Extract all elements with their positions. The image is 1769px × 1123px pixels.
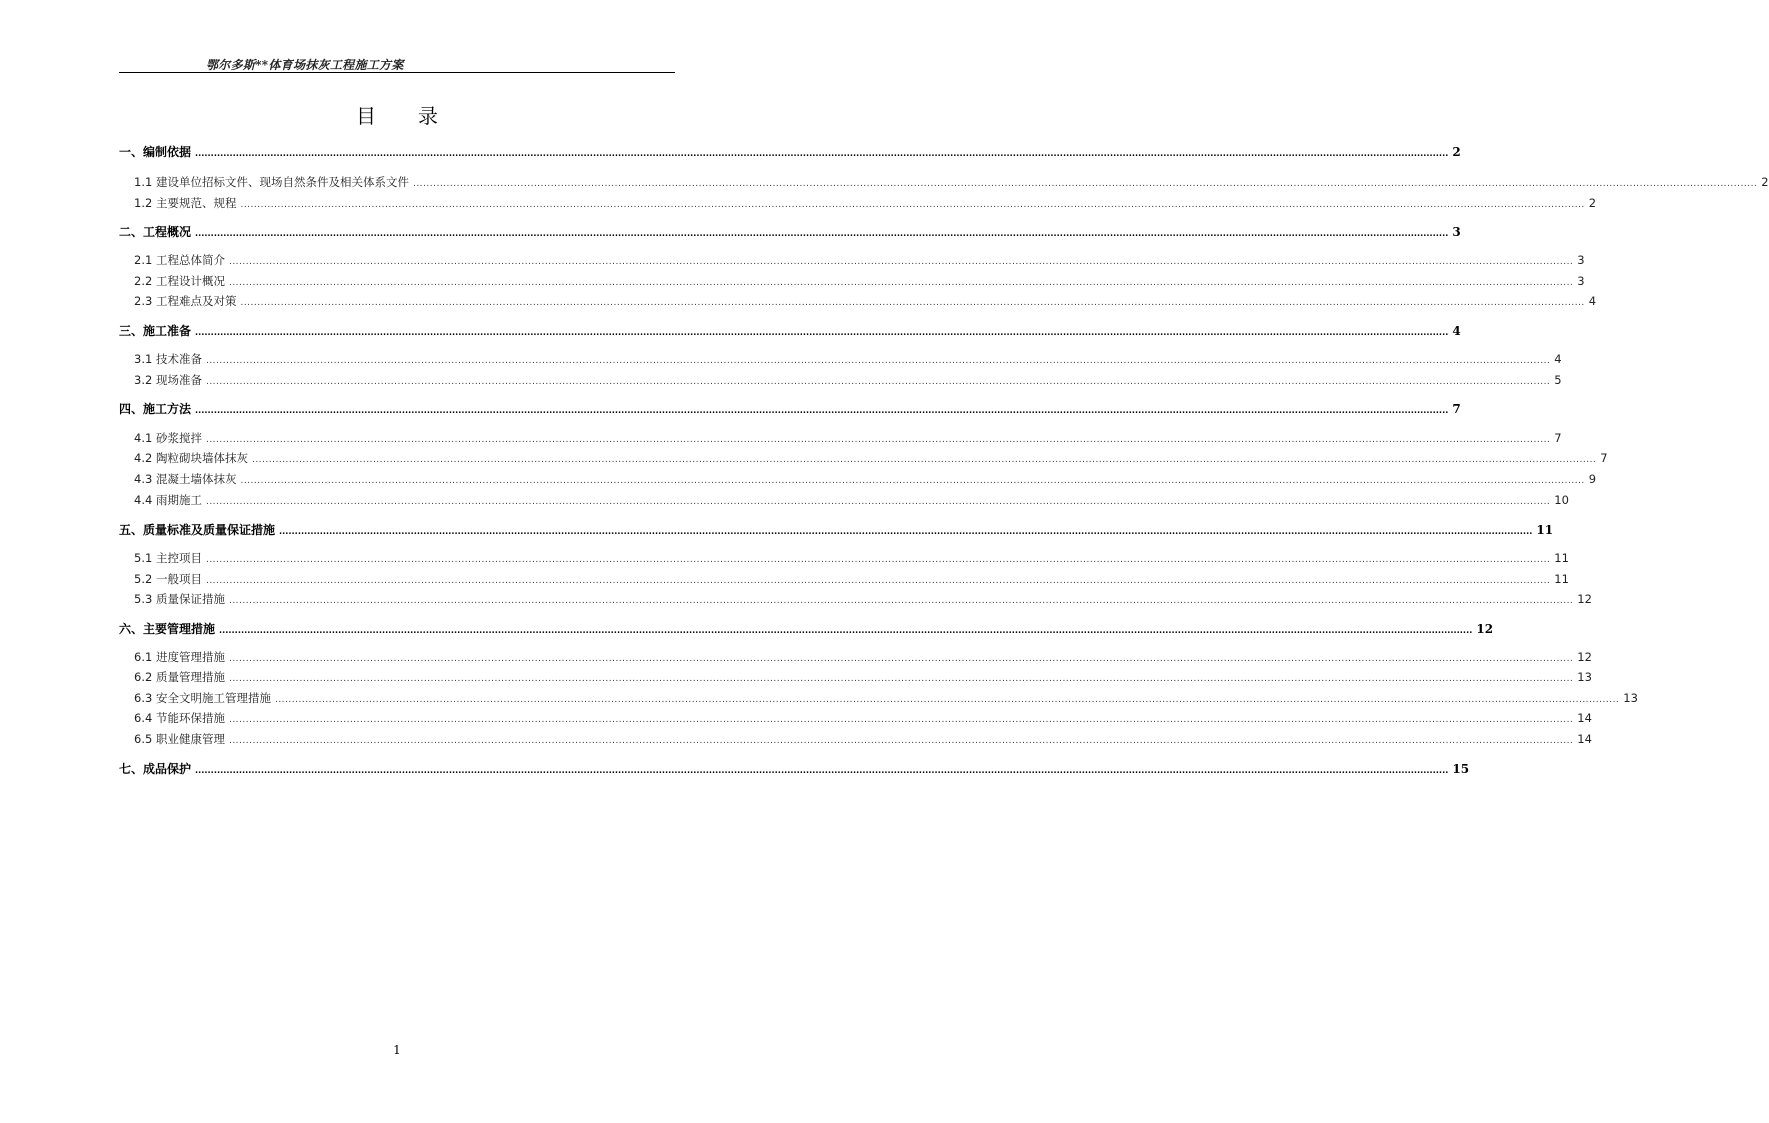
toc-chapter-entry[interactable] (119, 143, 1461, 163)
toc-entry-page: 13 (1577, 670, 1592, 684)
toc-chapter-entry[interactable] (119, 760, 1470, 780)
toc-entry-page: 15 (1452, 762, 1470, 776)
toc-section-entry[interactable] (119, 731, 1592, 751)
toc-entry-page: 11 (1536, 523, 1554, 537)
toc-leader-dots: ................................................................................................................................................................................................................................................................................................................................................................................................................ (195, 328, 1449, 338)
toc-entry-label: 二、工程概况 (119, 225, 192, 239)
toc-chapter-entry[interactable] (119, 322, 1461, 342)
toc-section-entry[interactable] (119, 669, 1592, 689)
toc-entry-label: 1.1 建设单位招标文件、现场自然条件及相关体系文件 (134, 175, 409, 189)
toc-entry-label: 6.5 职业健康管理 (134, 732, 225, 746)
toc-section-entry[interactable] (119, 430, 1562, 450)
toc-leader-dots: ................................................................................................................................................................................................................................................................................................................................................................................................................ (228, 654, 1574, 664)
toc-entry-label: 6.1 进度管理措施 (134, 650, 225, 664)
toc-entry-page: 12 (1577, 592, 1592, 606)
toc-section-entry[interactable] (119, 591, 1592, 611)
toc-entry-label: 五、质量标准及质量保证措施 (119, 523, 276, 537)
toc-leader-dots: ................................................................................................................................................................................................................................................................................................................................................................................................................ (228, 596, 1574, 606)
toc-leader-dots: ................................................................................................................................................................................................................................................................................................................................................................................................................ (205, 435, 1551, 445)
toc-leader-dots: ................................................................................................................................................................................................................................................................................................................................................................................................................ (228, 278, 1574, 288)
toc-leader-dots: ................................................................................................................................................................................................................................................................................................................................................................................................................ (205, 356, 1551, 366)
toc-leader-dots: ................................................................................................................................................................................................................................................................................................................................................................................................................ (195, 149, 1449, 159)
toc-leader-dots: ................................................................................................................................................................................................................................................................................................................................................................................................................ (279, 527, 1533, 537)
toc-chapter-entry[interactable] (119, 521, 1554, 541)
toc-entry-page: 12 (1476, 622, 1494, 636)
toc-entry-label: 四、施工方法 (119, 402, 192, 416)
toc-leader-dots: ................................................................................................................................................................................................................................................................................................................................................................................................................ (240, 200, 1585, 210)
toc-entry-label: 七、成品保护 (119, 762, 192, 776)
toc-section-entry[interactable] (119, 710, 1592, 730)
toc-section-entry[interactable] (119, 252, 1585, 272)
toc-section-entry[interactable] (119, 649, 1592, 669)
toc-entry-label: 六、主要管理措施 (119, 622, 216, 636)
toc-leader-dots: ................................................................................................................................................................................................................................................................................................................................................................................................................ (205, 576, 1551, 586)
toc-leader-dots: ................................................................................................................................................................................................................................................................................................................................................................................................................ (195, 766, 1449, 776)
toc-section-entry[interactable] (119, 273, 1585, 293)
toc-entry-page: 13 (1623, 691, 1638, 705)
toc-title: 目录 (356, 104, 480, 128)
toc-entry-label: 5.1 主控项目 (134, 551, 202, 565)
toc-entry-label: 4.3 混凝土墙体抹灰 (134, 472, 237, 486)
toc-leader-dots: ................................................................................................................................................................................................................................................................................................................................................................................................................ (205, 555, 1551, 565)
toc-entry-label: 3.2 现场准备 (134, 373, 202, 387)
toc-entry-page: 11 (1554, 551, 1569, 565)
header-divider (119, 72, 675, 73)
toc-entry-label: 5.3 质量保证措施 (134, 592, 225, 606)
toc-leader-dots: ................................................................................................................................................................................................................................................................................................................................................................................................................ (274, 695, 1620, 705)
toc-entry-page: 7 (1554, 431, 1562, 445)
toc-leader-dots: ................................................................................................................................................................................................................................................................................................................................................................................................................ (195, 406, 1449, 416)
toc-leader-dots: ................................................................................................................................................................................................................................................................................................................................................................................................................ (195, 229, 1449, 239)
toc-entry-label: 一、编制依据 (119, 145, 192, 159)
toc-entry-label: 2.1 工程总体简介 (134, 253, 225, 267)
toc-section-entry[interactable] (119, 571, 1569, 591)
toc-entry-label: 2.3 工程难点及对策 (134, 294, 237, 308)
toc-leader-dots: ................................................................................................................................................................................................................................................................................................................................................................................................................ (228, 674, 1574, 684)
toc-entry-page: 2 (1761, 175, 1769, 189)
toc-section-entry[interactable] (119, 351, 1562, 371)
toc-leader-dots: ................................................................................................................................................................................................................................................................................................................................................................................................................ (251, 455, 1597, 465)
toc-entry-page: 12 (1577, 650, 1592, 664)
toc-entry-page: 5 (1554, 373, 1562, 387)
toc-entry-label: 3.1 技术准备 (134, 352, 202, 366)
toc-entry-page: 2 (1452, 145, 1461, 159)
toc-entry-label: 4.2 陶粒砌块墙体抹灰 (134, 451, 248, 465)
toc-entry-label: 6.2 质量管理措施 (134, 670, 225, 684)
toc-section-entry[interactable] (119, 174, 1769, 194)
toc-entry-page: 3 (1577, 274, 1585, 288)
toc-entry-page: 4 (1554, 352, 1562, 366)
toc-section-entry[interactable] (119, 372, 1562, 392)
toc-entry-label: 1.2 主要规范、规程 (134, 196, 237, 210)
toc-entry-label: 4.1 砂浆搅拌 (134, 431, 202, 445)
toc-leader-dots: ................................................................................................................................................................................................................................................................................................................................................................................................................ (240, 476, 1585, 486)
toc-section-entry[interactable] (119, 293, 1597, 313)
toc-entry-page: 7 (1600, 451, 1608, 465)
toc-entry-page: 3 (1452, 225, 1461, 239)
toc-entry-page: 9 (1588, 472, 1597, 486)
toc-entry-page: 11 (1554, 572, 1569, 586)
toc-entry-page: 10 (1554, 493, 1569, 507)
toc-section-entry[interactable] (119, 550, 1569, 570)
toc-entry-label: 6.3 安全文明施工管理措施 (134, 691, 271, 705)
toc-leader-dots: ................................................................................................................................................................................................................................................................................................................................................................................................................ (240, 298, 1585, 308)
toc-entry-page: 4 (1588, 294, 1597, 308)
toc-entry-page: 14 (1577, 711, 1592, 725)
toc-entry-page: 3 (1577, 253, 1585, 267)
toc-section-entry[interactable] (119, 690, 1638, 710)
toc-section-entry[interactable] (119, 471, 1597, 491)
toc-chapter-entry[interactable] (119, 400, 1461, 420)
toc-entry-page: 14 (1577, 732, 1592, 746)
toc-leader-dots: ................................................................................................................................................................................................................................................................................................................................................................................................................ (219, 626, 1473, 636)
toc-leader-dots: ................................................................................................................................................................................................................................................................................................................................................................................................................ (205, 497, 1551, 507)
toc-leader-dots: ................................................................................................................................................................................................................................................................................................................................................................................................................ (205, 377, 1551, 387)
toc-entry-label: 三、施工准备 (119, 324, 192, 338)
toc-entry-label: 5.2 一般项目 (134, 572, 202, 586)
toc-leader-dots: ................................................................................................................................................................................................................................................................................................................................................................................................................ (228, 715, 1574, 725)
toc-entry-label: 4.4 雨期施工 (134, 493, 202, 507)
document-header-title: 鄂尔多斯**体育场抹灰工程施工方案 (206, 58, 404, 72)
toc-leader-dots: ................................................................................................................................................................................................................................................................................................................................................................................................................ (228, 257, 1574, 267)
toc-entry-page: 4 (1452, 324, 1461, 338)
toc-entry-page: 2 (1588, 196, 1597, 210)
toc-entry-page: 7 (1452, 402, 1461, 416)
toc-leader-dots: ................................................................................................................................................................................................................................................................................................................................................................................................................ (412, 179, 1758, 189)
page-number: 1 (393, 1043, 401, 1057)
toc-chapter-entry[interactable] (119, 620, 1494, 640)
toc-chapter-entry[interactable] (119, 223, 1461, 243)
toc-entry-label: 2.2 工程设计概况 (134, 274, 225, 288)
toc-section-entry[interactable] (119, 450, 1608, 470)
toc-leader-dots: ................................................................................................................................................................................................................................................................................................................................................................................................................ (228, 736, 1574, 746)
toc-entry-label: 6.4 节能环保措施 (134, 711, 225, 725)
toc-section-entry[interactable] (119, 492, 1569, 512)
toc-section-entry[interactable] (119, 195, 1597, 215)
